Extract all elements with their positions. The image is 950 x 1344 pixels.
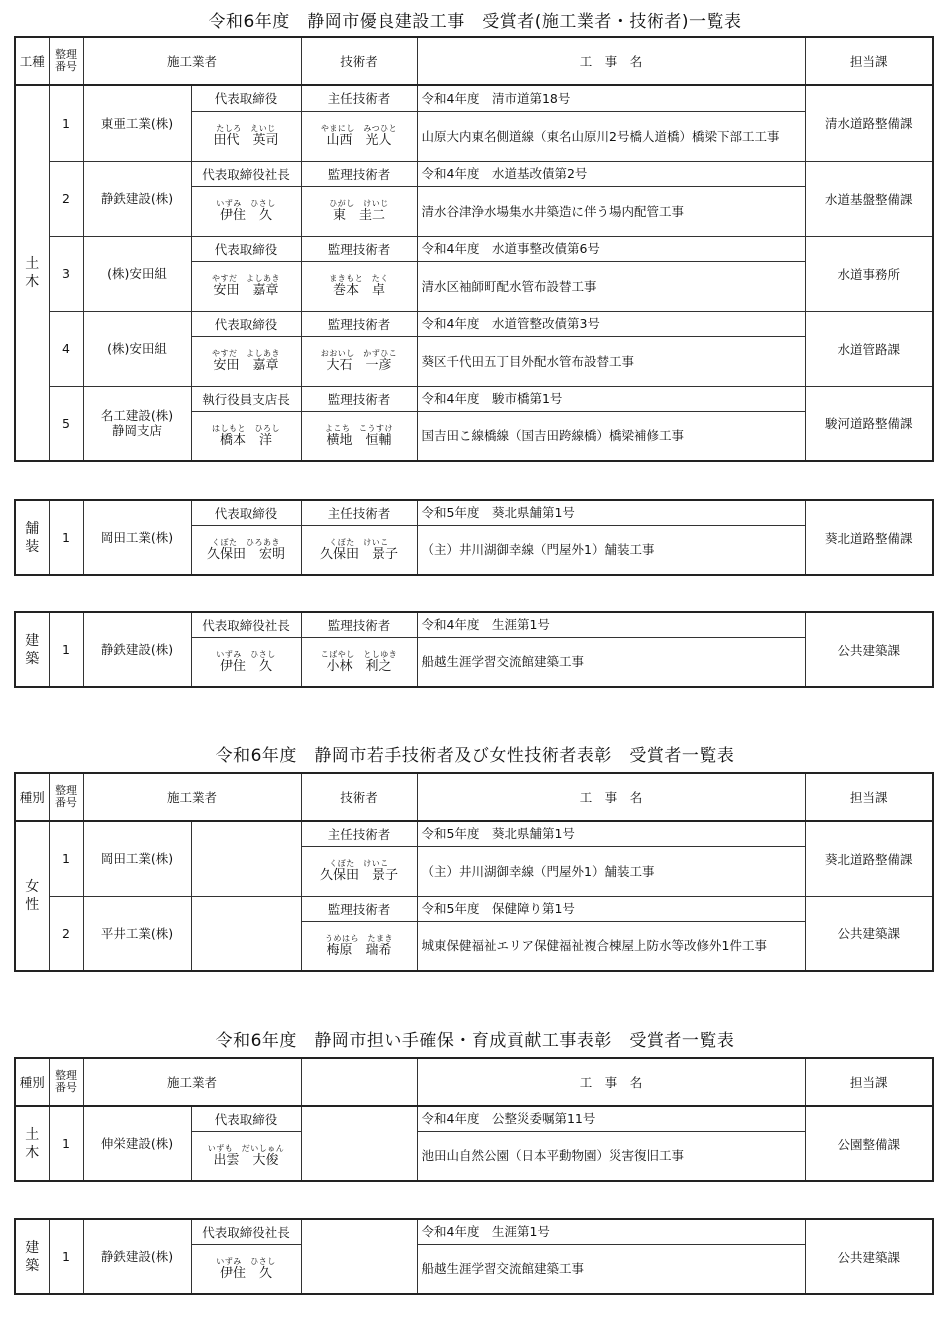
header-shubetsu: 種別 — [15, 773, 49, 821]
work-title: 山原大内東名側道線（東名山原川2号橋人道橋）橋梁下部工工事 — [417, 111, 805, 161]
dept-name: 水道管路課 — [805, 311, 933, 386]
empty-cell — [191, 896, 301, 971]
category-cell: 女 性 — [15, 821, 49, 971]
header-engineer: 技術者 — [301, 773, 417, 821]
excellent-works-civil-table — [14, 36, 934, 462]
workforce-building-table — [14, 1218, 934, 1295]
row-number: 2 — [49, 896, 83, 971]
engineer-name: おおいし かずひこ 大石 一彦 — [301, 336, 417, 386]
row-number: 1 — [49, 500, 83, 575]
row-number: 5 — [49, 386, 83, 461]
company-role: 執行役員支店長 — [191, 386, 301, 411]
dept-name: 公園整備課 — [805, 1106, 933, 1181]
company-name: (株)安田組 — [83, 236, 191, 311]
header-koushu: 工種 — [15, 37, 49, 85]
table-row — [15, 85, 933, 111]
company-name: 伸栄建設(株) — [83, 1106, 191, 1181]
dept-name: 公共建築課 — [805, 896, 933, 971]
engineer-role: 主任技術者 — [301, 85, 417, 111]
work-number: 令和4年度 水道事整改債第6号 — [417, 236, 805, 261]
work-title: 船越生涯学習交流館建築工事 — [417, 637, 805, 687]
engineer-role: 監理技術者 — [301, 311, 417, 336]
table-row — [15, 311, 933, 336]
company-name: 岡田工業(株) — [83, 500, 191, 575]
work-number: 令和4年度 生涯第1号 — [417, 612, 805, 637]
representative-name: いずみ ひさし 伊住 久 — [191, 637, 301, 687]
work-number: 令和4年度 水道管整改債第3号 — [417, 311, 805, 336]
empty-cell — [301, 1219, 417, 1294]
work-title: （主）井川湖御幸線（門屋外1）舗装工事 — [417, 846, 805, 896]
table-row — [15, 1219, 933, 1244]
company-name: 岡田工業(株) — [83, 821, 191, 896]
engineer-name: こばやし としゆき 小林 利之 — [301, 637, 417, 687]
table-row — [15, 236, 933, 261]
workforce-civil-table — [14, 1057, 934, 1182]
header-engineer: 技術者 — [301, 37, 417, 85]
dept-name: 公共建築課 — [805, 612, 933, 687]
work-title: 国吉田こ線橋線（国吉田跨線橋）橋梁補修工事 — [417, 411, 805, 461]
company-name: 平井工業(株) — [83, 896, 191, 971]
work-title: 城東保健福祉エリア保健福祉複合棟屋上防水等改修外1件工事 — [417, 921, 805, 971]
header-seiri: 整理 番号 — [49, 773, 83, 821]
header-company: 施工業者 — [83, 1058, 301, 1106]
row-number: 3 — [49, 236, 83, 311]
work-title: （主）井川湖御幸線（門屋外1）舗装工事 — [417, 525, 805, 575]
work-number: 令和4年度 清市道第18号 — [417, 85, 805, 111]
table-row — [15, 386, 933, 411]
header-empty — [301, 1058, 417, 1106]
header-shubetsu: 種別 — [15, 1058, 49, 1106]
engineer-role: 監理技術者 — [301, 236, 417, 261]
engineer-name: くぼた けいこ 久保田 景子 — [301, 846, 417, 896]
empty-cell — [191, 821, 301, 896]
work-number: 令和4年度 駿市橋第1号 — [417, 386, 805, 411]
table-row — [15, 612, 933, 637]
header-seiri: 整理 番号 — [49, 37, 83, 85]
representative-name: くぼた ひろあき 久保田 宏明 — [191, 525, 301, 575]
empty-cell — [301, 1106, 417, 1181]
company-name: 東亜工業(株) — [83, 85, 191, 161]
representative-name: いずも だいしゅん 出雲 大俊 — [191, 1131, 301, 1181]
representative-name: いずみ ひさし 伊住 久 — [191, 1244, 301, 1294]
header-dept: 担当課 — [805, 1058, 933, 1106]
representative-name: たしろ えいじ 田代 英司 — [191, 111, 301, 161]
engineer-name: まきもと たく 巻本 卓 — [301, 261, 417, 311]
dept-name: 水道事務所 — [805, 236, 933, 311]
company-role: 代表取締役 — [191, 311, 301, 336]
category-cell: 建 築 — [15, 612, 49, 687]
header-dept: 担当課 — [805, 773, 933, 821]
work-number: 令和4年度 公整災委嘱第11号 — [417, 1106, 805, 1131]
header-seiri: 整理 番号 — [49, 1058, 83, 1106]
category-cell: 舗 装 — [15, 500, 49, 575]
header-work: 工 事 名 — [417, 1058, 805, 1106]
page-title-excellent-works: 令和6年度 静岡市優良建設工事 受賞者(施工業者・技術者)一覧表 — [208, 12, 742, 32]
excellent-works-building-table — [14, 611, 934, 688]
engineer-name: ひがし けいじ 東 圭二 — [301, 186, 417, 236]
company-name: (株)安田組 — [83, 311, 191, 386]
representative-name: やすだ よしあき 安田 嘉章 — [191, 261, 301, 311]
row-number: 1 — [49, 612, 83, 687]
table-row — [15, 1106, 933, 1131]
company-role: 代表取締役 — [191, 500, 301, 525]
category-cell: 建 築 — [15, 1219, 49, 1294]
company-role: 代表取締役社長 — [191, 161, 301, 186]
page-title-workforce-contribution: 令和6年度 静岡市担い手確保・育成貢献工事表彰 受賞者一覧表 — [215, 1031, 735, 1051]
engineer-role: 監理技術者 — [301, 612, 417, 637]
table-row — [15, 896, 933, 921]
row-number: 4 — [49, 311, 83, 386]
company-role: 代表取締役 — [191, 236, 301, 261]
page-title-young-female-engineers: 令和6年度 静岡市若手技術者及び女性技術者表彰 受賞者一覧表 — [215, 746, 735, 766]
work-number: 令和5年度 保健障り第1号 — [417, 896, 805, 921]
company-role: 代表取締役 — [191, 85, 301, 111]
dept-name: 清水道路整備課 — [805, 85, 933, 161]
young-female-engineers-table — [14, 772, 934, 972]
row-number: 1 — [49, 821, 83, 896]
work-number: 令和4年度 水道基改債第2号 — [417, 161, 805, 186]
header-work: 工 事 名 — [417, 37, 805, 85]
engineer-name: やまにし みつひと 山西 光人 — [301, 111, 417, 161]
dept-name: 葵北道路整備課 — [805, 821, 933, 896]
company-name: 名工建設(株) 静岡支店 — [83, 386, 191, 461]
table-header-row — [15, 1058, 933, 1106]
table-row — [15, 161, 933, 186]
company-name: 静鉄建設(株) — [83, 612, 191, 687]
row-number: 1 — [49, 1106, 83, 1181]
work-title: 葵区千代田五丁目外配水管布設替工事 — [417, 336, 805, 386]
company-name: 静鉄建設(株) — [83, 1219, 191, 1294]
row-number: 1 — [49, 85, 83, 161]
header-dept: 担当課 — [805, 37, 933, 85]
table-header-row — [15, 773, 933, 821]
engineer-name: うめはら たまき 梅原 瑞希 — [301, 921, 417, 971]
work-number: 令和5年度 葵北県舗第1号 — [417, 500, 805, 525]
representative-name: はしもと ひろし 橋本 洋 — [191, 411, 301, 461]
engineer-role: 監理技術者 — [301, 161, 417, 186]
table-row — [15, 821, 933, 846]
header-company: 施工業者 — [83, 773, 301, 821]
work-number: 令和5年度 葵北県舗第1号 — [417, 821, 805, 846]
work-title: 清水谷津浄水場集水井築造に伴う場内配管工事 — [417, 186, 805, 236]
row-number: 1 — [49, 1219, 83, 1294]
dept-name: 駿河道路整備課 — [805, 386, 933, 461]
work-title: 清水区袖師町配水管布設替工事 — [417, 261, 805, 311]
category-cell: 土 木 — [15, 1106, 49, 1181]
dept-name: 水道基盤整備課 — [805, 161, 933, 236]
header-company: 施工業者 — [83, 37, 301, 85]
work-title: 船越生涯学習交流館建築工事 — [417, 1244, 805, 1294]
table-header-row — [15, 37, 933, 85]
representative-name: いずみ ひさし 伊住 久 — [191, 186, 301, 236]
table-row — [15, 500, 933, 525]
work-title: 池田山自然公園（日本平動物園）災害復旧工事 — [417, 1131, 805, 1181]
engineer-name: よこち こうすけ 横地 恒輔 — [301, 411, 417, 461]
company-role: 代表取締役 — [191, 1106, 301, 1131]
excellent-works-paving-table — [14, 499, 934, 576]
dept-name: 葵北道路整備課 — [805, 500, 933, 575]
engineer-role: 主任技術者 — [301, 821, 417, 846]
header-work: 工 事 名 — [417, 773, 805, 821]
company-name: 静鉄建設(株) — [83, 161, 191, 236]
dept-name: 公共建築課 — [805, 1219, 933, 1294]
row-number: 2 — [49, 161, 83, 236]
engineer-role: 監理技術者 — [301, 386, 417, 411]
representative-name: やすだ よしあき 安田 嘉章 — [191, 336, 301, 386]
category-cell: 土 木 — [15, 85, 49, 461]
engineer-role: 主任技術者 — [301, 500, 417, 525]
company-role: 代表取締役社長 — [191, 1219, 301, 1244]
engineer-name: くぼた けいこ 久保田 景子 — [301, 525, 417, 575]
work-number: 令和4年度 生涯第1号 — [417, 1219, 805, 1244]
engineer-role: 監理技術者 — [301, 896, 417, 921]
company-role: 代表取締役社長 — [191, 612, 301, 637]
